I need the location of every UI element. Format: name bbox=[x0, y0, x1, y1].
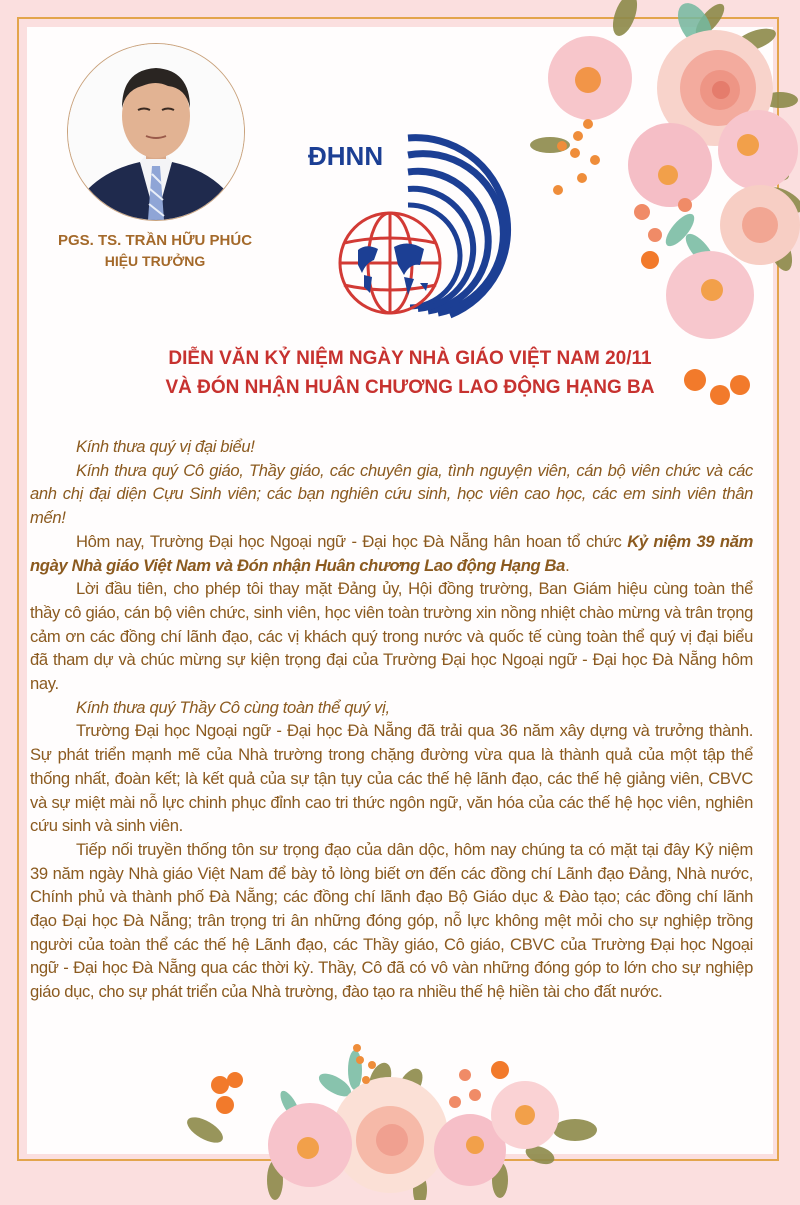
flower-bouquet-icon bbox=[180, 1040, 620, 1200]
floral-decoration-bottom bbox=[180, 1040, 620, 1200]
avatar-portrait bbox=[67, 43, 245, 221]
title-line-2: VÀ ĐÓN NHẬN HUÂN CHƯƠNG LAO ĐỘNG HẠNG BA bbox=[165, 377, 655, 398]
p3-end: . bbox=[565, 555, 570, 575]
speech-paragraph-3 bbox=[30, 530, 753, 577]
speech-paragraph-greeting-2: Kính thưa quý Cô giáo, Thầy giáo, các chuyên gia, tình nguyện viên, cán bộ viên chức và các anh chị đại diện Cựu Sinh viên; các bạn nghiên cứu sinh, học viên cao học, các em sinh viên thân mến! bbox=[30, 460, 753, 528]
person-photo-icon bbox=[68, 44, 244, 220]
speech-paragraph-greeting: Kính thưa quý vị đại biểu! bbox=[76, 437, 255, 456]
speech-body bbox=[30, 435, 753, 1004]
person-name: PGS. TS. TRẦN HỮU PHÚC bbox=[57, 232, 253, 249]
logo-text: ĐHNN bbox=[308, 141, 384, 171]
speech-paragraph-6: Trường Đại học Ngoại ngữ - Đại học Đà Nẵng đã trải qua 36 năm xây dựng và trưởng thành. Sự phát triển mạnh mẽ của Nhà trường trong chặng đường vừa qua là thành quả của một tập thể thống nhất, đoàn kết; là kết quả của sự tận tụy của các thế hệ lãnh đạo, các thế hệ giảng viên, CBVC và sự miệt mài nỗ lực chinh phục đỉnh cao tri thức ngôn ngữ, văn hóa của các thế hệ học viên, nghiên cứu sinh và sinh viên. bbox=[30, 721, 753, 836]
p3-emphasis: Kỷ niệm 39 năm ngày Nhà giáo Việt Nam và Đón nhận Huân chương Lao động Hạng Ba bbox=[30, 531, 754, 575]
speech-title bbox=[100, 344, 720, 402]
speech-paragraph-4: Lời đầu tiên, cho phép tôi thay mặt Đảng ủy, Hội đồng trường, Ban Giám hiệu cùng toàn thể thầy cô giáo, cán bộ viên chức, sinh viên, học viên toàn trường xin nồng nhiệt chào mừng và trân trọng cảm ơn các đồng chí lãnh đạo, các vị khách quý trong nước và quốc tế cùng toàn thể quý vị đại biểu đã tham dự và chúc mừng sự kiện trọng đại của Trường Đại học Ngoại ngữ - Đại học Đà Nẵng hôm nay. bbox=[30, 579, 753, 694]
person-role: HIỆU TRƯỞNG bbox=[104, 253, 206, 269]
speech-paragraph-5: Kính thưa quý Thầy Cô cùng toàn thể quý vị, bbox=[76, 697, 390, 717]
title-line-1: DIỄN VĂN KỶ NIỆM NGÀY NHÀ GIÁO VIỆT NAM 20/11 bbox=[168, 348, 652, 369]
speech-paragraph-7: Tiếp nối truyền thống tôn sư trọng đạo của dân dộc, hôm nay chúng ta có mặt tại đây Kỷ niệm 39 năm ngày Nhà giáo Việt Nam để bày tỏ lòng biết ơn đến các đồng chí Lãnh đạo Đảng, Nhà nước, Chính phủ và thành phố Đà Nẵng; các đồng chí lãnh đạo Bộ Giáo dục & Đào tạo; các đồng chí lãnh đạo Đại học Đà Nẵng; trân trọng tri ân những đóng góp, nỗ lực không mệt mỏi cho sự nghiệp trồng người của toàn thể các thế hệ Lãnh đạo, các Thầy giáo, Cô giáo, CBVC của Trường Đại học Ngoại ngữ - Đại học Đà Nẵng qua các thời kỳ. Thầy, Cô đã có vô vàn những đóng góp to lớn cho sự nghiệp giáo dục, cho sự phát triển của Nhà trường, đào tạo ra nhiều thế hệ hiền tài cho đất nước. bbox=[30, 839, 753, 1002]
p3-text: Hôm nay, Trường Đại học Ngoại ngữ - Đại học Đà Nẵng hân hoan tổ chức bbox=[76, 531, 628, 551]
